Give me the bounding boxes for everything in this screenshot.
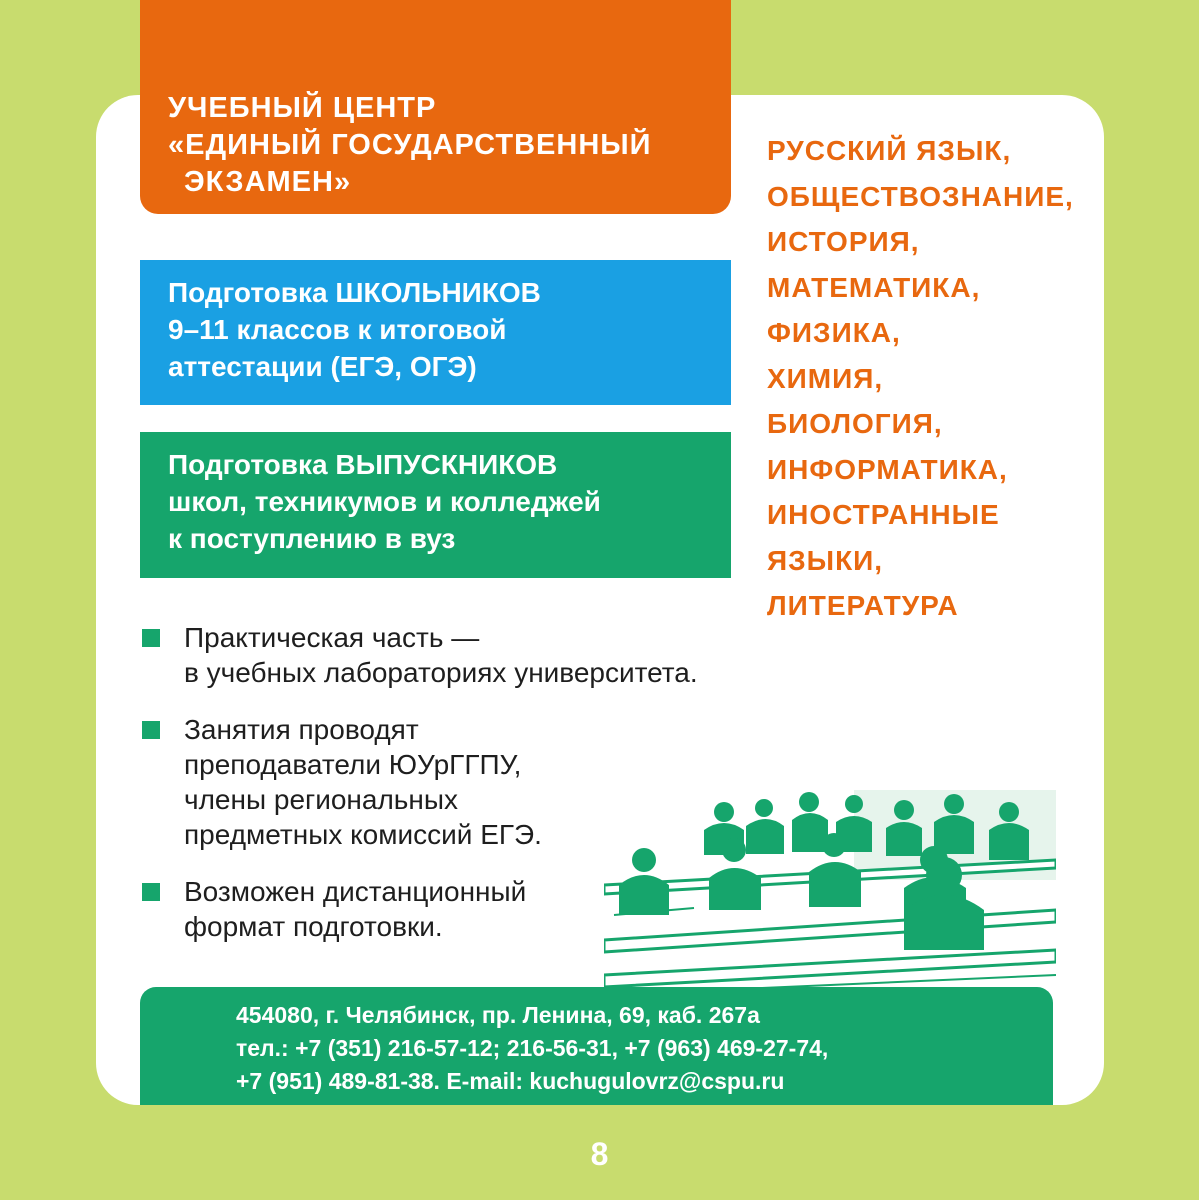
- schoolchildren-box: [140, 260, 731, 405]
- phone-text: тел.: +7 (351) 216-57-12; 216-56-31, +7 (963) 469-27-74,: [236, 1035, 829, 1061]
- graduates-line-1: Подготовка ВЫПУСКНИКОВ: [168, 449, 558, 480]
- contacts-band: [140, 987, 1053, 1105]
- vertical-hashtag-decoration: [0, 0, 110, 1200]
- page-number: 8: [590, 1136, 609, 1172]
- subject-item: МАТЕМАТИКА,: [767, 271, 981, 303]
- graduates-line-3: к поступлению в вуз: [168, 523, 456, 554]
- subject-item: БИОЛОГИЯ,: [767, 408, 943, 439]
- subject-item: ЯЗЫКИ,: [767, 544, 884, 576]
- subject-item: ИСТОРИЯ,: [767, 226, 920, 257]
- feature-line: Занятия проводят: [184, 714, 419, 745]
- bullet-square-icon: [142, 629, 160, 647]
- address-text: 454080, г. Челябинск, пр. Ленина, 69, каб. 267а: [236, 1002, 760, 1028]
- schoolchildren-line-2: 9–11 классов к итоговой: [168, 314, 507, 345]
- graduates-line-2: школ, техникумов и колледжей: [168, 486, 601, 517]
- feature-practical: [142, 620, 698, 690]
- subject-item: ЛИТЕРАТУРА: [767, 590, 959, 621]
- subject-item: ИНФОРМАТИКА,: [767, 453, 1008, 485]
- bullet-square-icon: [142, 883, 160, 901]
- feature-line: формат подготовки.: [184, 911, 443, 942]
- subject-item: ХИМИЯ,: [767, 362, 884, 394]
- subject-item: ФИЗИКА,: [767, 317, 901, 348]
- schoolchildren-line-3: аттестации (ЕГЭ, ОГЭ): [168, 351, 477, 382]
- feature-line: в учебных лабораториях университета.: [184, 657, 698, 688]
- bullet-square-icon: [142, 721, 160, 739]
- feature-line: предметных комиссий ЕГЭ.: [184, 819, 542, 850]
- subject-item: ИНОСТРАННЫЕ: [767, 499, 1000, 530]
- feature-line: преподаватели ЮУрГГПУ,: [184, 749, 522, 780]
- header-line-1: УЧЕБНЫЙ ЦЕНТР: [168, 92, 437, 124]
- phone-email-text: +7 (951) 489-81-38. E-mail: kuchugulovrz@cspu.ru: [236, 1068, 785, 1094]
- subject-item: ОБЩЕСТВОЗНАНИЕ,: [767, 180, 1074, 212]
- feature-line: члены региональных: [184, 784, 458, 815]
- header-line-3: ЭКЗАМЕН»: [184, 166, 352, 198]
- graduates-box: [140, 432, 731, 578]
- header-line-2: «ЕДИНЫЙ ГОСУДАРСТВЕННЫЙ: [168, 129, 652, 161]
- subject-item: РУССКИЙ ЯЗЫК,: [767, 135, 1012, 166]
- classroom-students-photo: [604, 790, 1056, 1005]
- feature-line: Возможен дистанционный: [184, 876, 527, 907]
- subjects-list: [767, 128, 1074, 629]
- training-center-header: [140, 0, 731, 214]
- feature-line: Практическая часть —: [184, 622, 480, 653]
- schoolchildren-line-1: Подготовка ШКОЛЬНИКОВ: [168, 277, 541, 308]
